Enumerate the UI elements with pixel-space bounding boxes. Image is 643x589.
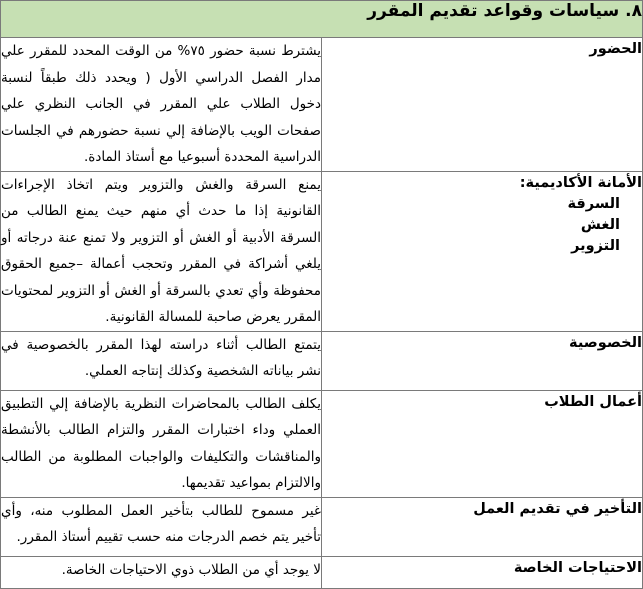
table-row [1,390,643,497]
row-text-special-needs: لا يوجد أي من الطلاب ذوي الاحتياجات الخاصة. [1,556,322,588]
row-text-student-work: يكلف الطالب بالمحاضرات النظرية بالإضافة إلي التطبيق العملي وداء اختبارات المقرر والتزام الطالب بالأنشطة والمناقشات والتكليفات والواجبات المطلوبة من الطالب والالتزام بمواعيد تقديمها. [1,390,322,497]
row-text-late-submission: غير مسموح للطالب بتأخير العمل المطلوب منه، وأي تأخير يتم خصم الدرجات منه حسب تقييم أستاذ المقرر. [1,497,322,556]
row-subheading-forgery: التزوير [571,237,620,254]
row-heading-label: الاحتياجات الخاصة [513,559,642,576]
table-row [1,38,643,172]
row-text-privacy: يتمتع الطالب أثناء دراسته لهذا المقرر بالخصوصية في نشر بياناته الشخصية وكذلك إنتاجه العملي. [1,331,322,390]
table-row [1,497,643,556]
row-heading-attendance [322,38,643,172]
table-row [1,556,643,588]
row-heading-special-needs [322,556,643,588]
section-header-row [1,1,643,38]
row-subheading-theft: السرقة [567,195,620,212]
section-title: ٨. سياسات وقواعد تقديم المقرر [1,1,643,38]
row-heading-label: أعمال الطلاب [544,393,642,410]
row-heading-academic-integrity [322,171,643,331]
row-heading-label: الأمانة الأكاديمية: [519,174,642,191]
row-heading-label: الخصوصية [569,334,642,351]
row-heading-label: التأخير في تقديم العمل [473,500,642,517]
table-row [1,171,643,331]
row-subheading-cheating: الغش [580,216,620,233]
row-text-attendance: يشترط نسبة حضور ٧٥% من الوقت المحدد للمقرر علي مدار الفصل الدراسي الأول ( ويحدد ذلك طبقاً لنسبة دخول الطلاب علي المقرر في الجانب النظري علي صفحات الويب بالإضافة إلي نسبة حضورهم في الجلسات الدراسية المحددة أسبوعيا مع أستاذ المادة. [1,38,322,172]
row-heading-privacy [322,331,643,390]
row-text-academic-integrity: يمنع السرقة والغش والتزوير ويتم اتخاذ الإجراءات القانونية إذا ما حدث أي منهم حيث يمنع الطالب من السرقة الأدبية أو الغش أو التزوير ولا تمنع عنة درجاته أو يلغي أشراكة في المقرر وتحجب أعمالة –جميع الحقوق محفوظة وأي تعدي بالسرقة أو الغش أو التزوير لمحتويات المقرر يعرض صاحبة للمسالة القانونية. [1,171,322,331]
table-row [1,331,643,390]
row-heading-student-work [322,390,643,497]
row-heading-late-submission [322,497,643,556]
row-heading-label: الحضور [589,41,642,57]
